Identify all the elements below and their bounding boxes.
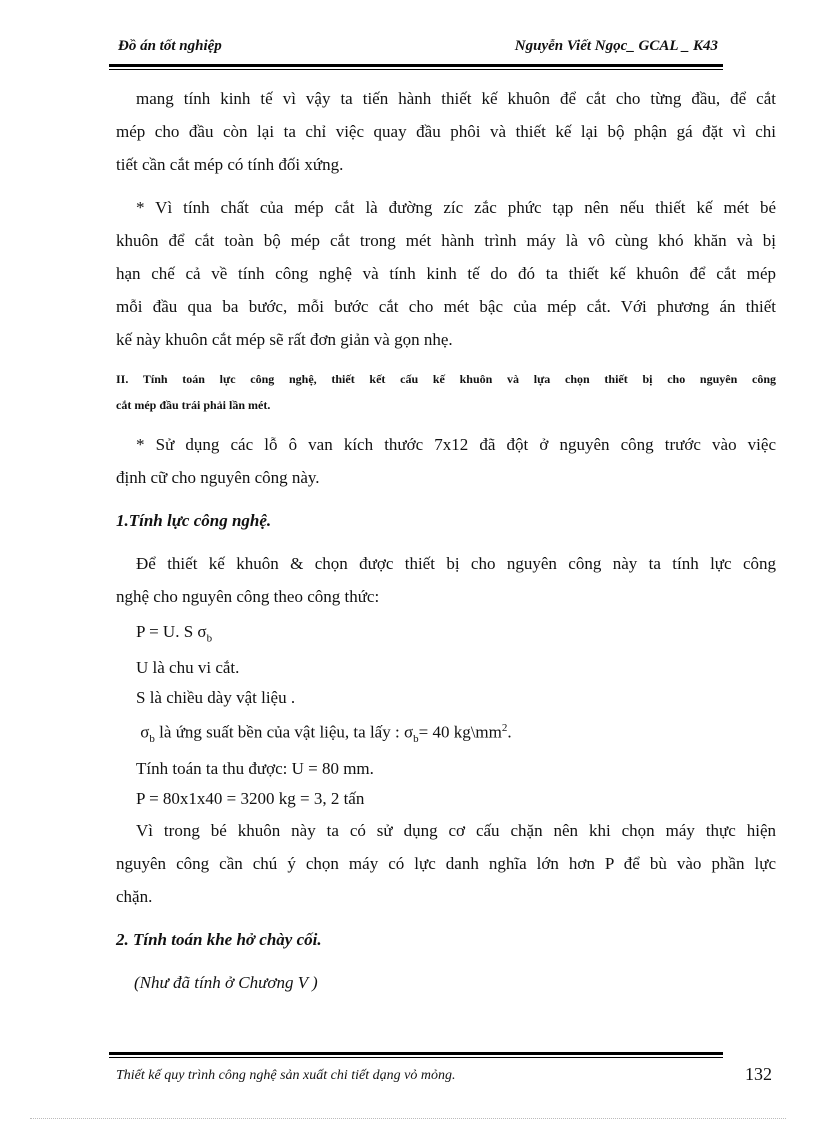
text-line: hạn chế cả về tính công nghệ và tính kinh tế do đó ta thiết kế khuôn để cắt mép — [116, 264, 776, 283]
formula-text: . — [507, 723, 512, 743]
paragraph-4 — [116, 547, 776, 613]
section-heading-ii — [116, 366, 776, 418]
formula-text: là ứng suất bền của vật liệu, ta lấy : σ — [154, 723, 414, 743]
text-line: nghệ cho nguyên công theo công thức: — [116, 587, 380, 606]
formula-sigma — [116, 713, 776, 754]
text-line: nguyên công cần chú ý chọn máy có lực danh nghĩa lớn hơn P để bù vào phần lực — [116, 854, 776, 874]
superscript: 2 — [501, 722, 508, 735]
text-line: * Sử dụng các lỗ ô van kích thước 7x12 đã đột ở nguyên công trước vào việc — [136, 435, 776, 454]
text-line: mỗi đầu qua ba bước, mỗi bước cắt cho mét bậc của mép cắt. Với phương án thiết — [116, 297, 776, 316]
text-line: tiết cần cắt mép có tính đối xứng. — [116, 155, 344, 174]
text-line: khuôn để cắt toàn bộ mép cắt trong mét hành trình máy là vô cùng khó khăn và bị — [116, 231, 776, 250]
text-line: định cữ cho nguyên công này. — [116, 468, 320, 487]
text-line: mang tính kinh tế vì vậy ta tiến hành thiết kế khuôn để cắt cho từng đầu, để cắt — [136, 89, 776, 108]
header-rule — [109, 64, 723, 70]
header-author: Nguyễn Viết Ngọc_ GCAL _ K43 — [514, 38, 718, 54]
subscript: b — [149, 733, 155, 746]
formula-p — [116, 617, 776, 653]
sigma-symbol: σ — [140, 723, 150, 743]
text-line: Để thiết kế khuôn & chọn được thiết bị cho nguyên công này ta tính lực công — [136, 554, 776, 573]
paragraph-5 — [116, 814, 776, 913]
text-line: chặn. — [116, 887, 153, 907]
paragraph-2 — [116, 191, 776, 356]
section-title-1: 1.Tính lực công nghệ. — [116, 511, 272, 530]
footer-rule — [109, 1052, 723, 1058]
text-line: mép cho đầu còn lại ta chỉ việc quay đầu phôi và thiết kế lại bộ phận gá đặt vì chi — [116, 122, 776, 141]
formula-result-p: P = 80x1x40 = 3200 kg = 3, 2 tấn — [136, 789, 365, 809]
page-body — [116, 82, 776, 999]
formula-text: P = U. S σ — [136, 622, 207, 641]
section-title-2: 2. Tính toán khe hở chày cối. — [116, 930, 322, 950]
subscript: b — [413, 733, 419, 746]
text-line: kế này khuôn cắt mép sẽ rất đơn giản và gọn nhẹ. — [116, 330, 453, 349]
footer-title: Thiết kế quy trình công nghệ sản xuất chi tiết dạng vỏ mỏng. — [116, 1068, 456, 1083]
subscript: b — [206, 632, 213, 645]
formula-result-u: Tính toán ta thu được: U = 80 mm. — [136, 759, 374, 779]
heading-line: II. Tính toán lực công nghệ, thiết kết cấu kế khuôn và lựa chọn thiết bị cho nguyên công — [116, 372, 776, 386]
formula-s: S là chiều dày vật liệu . — [136, 688, 296, 708]
text-line: Vì trong bé khuôn này ta có sử dụng cơ cấu chặn nên khi chọn máy thực hiện — [136, 821, 776, 841]
header-title: Đồ án tốt nghiệp — [118, 38, 222, 54]
formula-u: U là chu vi cắt. — [136, 658, 240, 678]
page-number: 132 — [745, 1064, 772, 1084]
formula-text: = 40 kg\mm — [418, 723, 502, 743]
page-edge-divider — [30, 1118, 786, 1119]
chapter-reference-note: (Như đã tính ở Chương V ) — [134, 973, 318, 993]
paragraph-3 — [116, 428, 776, 494]
paragraph-1 — [116, 82, 776, 181]
text-line: * Vì tính chất của mép cắt là đường zíc zắc phức tạp nên nếu thiết kế mét bé — [136, 198, 776, 217]
heading-line: cắt mép đầu trái phải lần mét. — [116, 398, 271, 412]
